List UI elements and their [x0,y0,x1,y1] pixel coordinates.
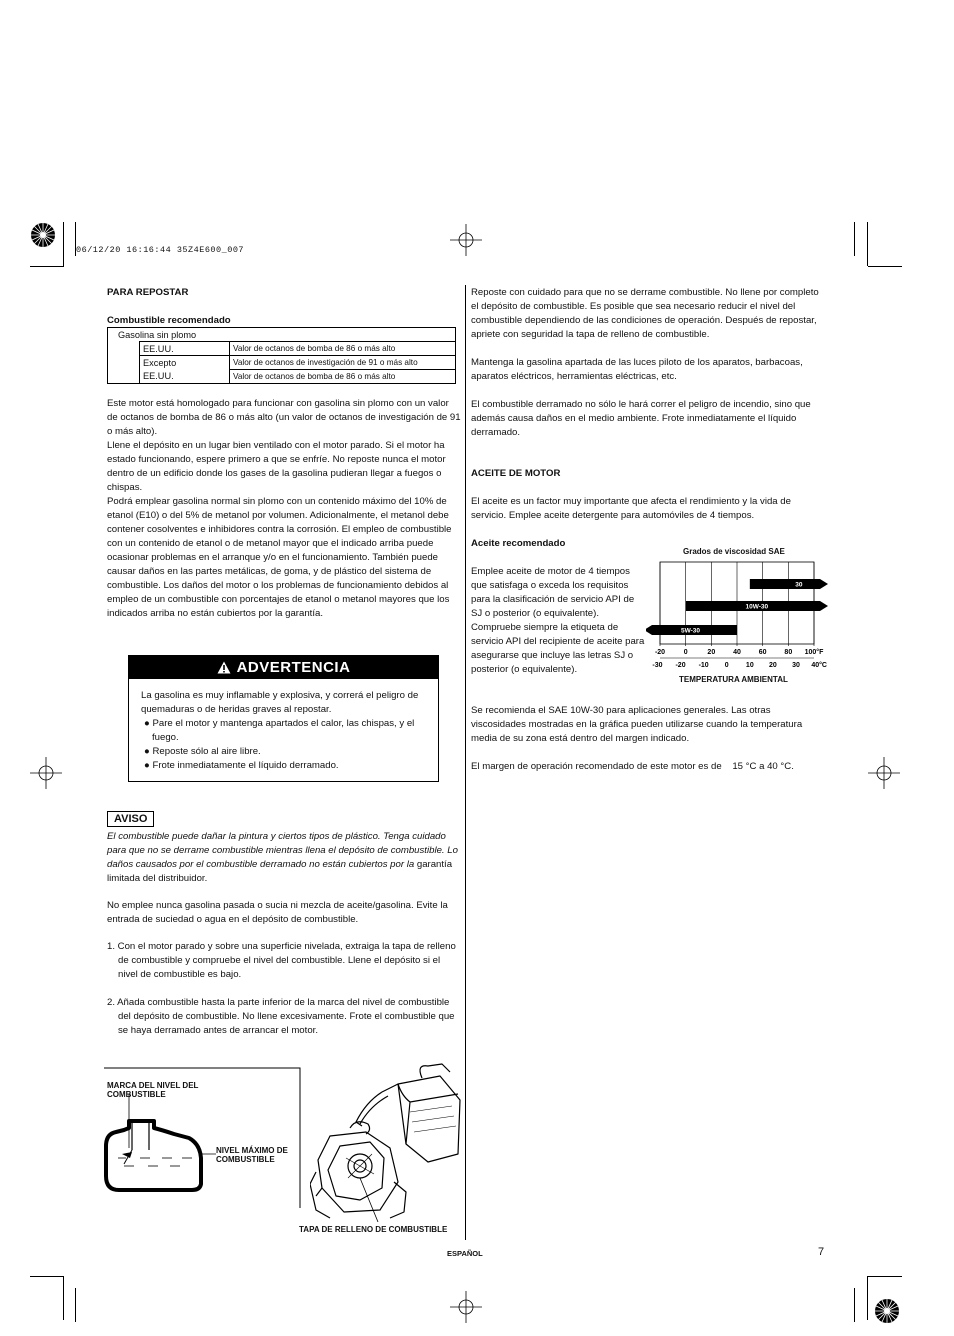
chart-title: Grados de viscosidad SAE [683,547,785,556]
warning-triangle-icon [217,661,231,674]
print-stamp: 06/12/20 16:16:44 35Z4E600_007 [76,245,245,255]
tick-label-f: 20 [707,649,716,656]
registration-mark-icon [28,220,58,250]
tick-label-c: 30 [792,662,800,669]
tick-label-c: 40°C [811,662,827,669]
crosshair-icon [450,224,482,256]
warning-bullet: ● Reposte sólo al aire libre. [144,746,261,757]
range-value: 15 °C a 40 °C. [732,761,794,772]
warning-title: ADVERTENCIA [236,659,351,676]
tick-label-c: 20 [769,662,777,669]
fuel-spec: Valor de octanos de bomba de 86 o más alto [230,370,456,384]
paragraph: Reposte con cuidado para que no se derrame combustible. No llene por completo el depósito de combustible. Es posible que sea necesario reducir el nivel del combustible dependiendo de las condiciones de operación. Después de repostar, apriete con seguridad la tapa de relleno de combustible. [471,287,819,340]
fuel-advice: No emplee nunca gasolina pasada o sucia ni mezcla de aceite/gasolina. Evite la entrada de suciedad o agua en el depósito de combustible. [107,900,448,925]
chart-xlabel: TEMPERATURA AMBIENTAL [679,675,788,684]
paragraph: Llene el depósito en un lugar bien ventilado con el motor parado. Si el motor ha estado funcionando, espere primero a que se enfríe. No reposte nunca el motor dentro de un edificio donde los gases de la gasolina pudieran llegar a fuegos o chispas. [107,440,446,493]
tick-label-f: 40 [733,649,741,656]
warning-intro: La gasolina es muy inflamable y explosiva, y correrá el peligro de quemaduras o de heridas graves al repostar. [141,690,419,715]
warning-box [128,655,439,782]
label-fuel-mark: MARCA DEL NIVEL DEL COMBUSTIBLE [107,1081,199,1099]
fuel-region: Excepto [140,356,230,370]
series-label: 30 [795,581,803,589]
page-number: 7 [818,1246,825,1258]
step-2: 2. Añada combustible hasta la parte inferior de la marca del nivel de combustible del depósito de combustible. No llene excesivamente. Frote el combustible que se haya derramado antes de arrancar el motor. [107,997,455,1036]
series-label: 10W-30 [745,603,769,611]
crosshair-icon [30,757,62,789]
notice-label: AVISO [107,811,154,827]
tick-label-f: 80 [784,649,793,656]
notice-text: El combustible puede dañar la pintura y ciertos tipos de plástico. Tenga cuidado para que no se derrame combustible mientras llena el depósito de combustible. Lo daños causados por el combustible derramado no están cubiertos por la garantía limitada del distribuidor. [107,831,458,884]
paragraph: El combustible derramado no sólo le hará correr el peligro de incendio, sino que además causa daños en el medio ambiente. Frote inmediatamente el líquido derramado. [471,399,811,438]
fuel-heading: Combustible recomendado [107,315,231,326]
label-fuel-cap: TAPA DE RELLENO DE COMBUSTIBLE [299,1225,448,1234]
refueling-illustration [310,1062,466,1222]
fuel-table-header: Gasolina sin plomo [108,328,456,342]
refuel-text [471,286,826,454]
oil-general: Se recomienda el SAE 10W-30 para aplicaciones generales. Las otras viscosidades mostradas en la gráfica pueden utilizarse cuando la temperatura media de su zona está dentro del margen indicado. [471,705,803,744]
warning-header [129,656,438,679]
paragraph: Mantenga la gasolina apartada de las luces piloto de los aparatos, barbacoas, aparatos eléctricos, herramientas eléctricas, etc. [471,357,803,382]
footer-language: ESPAÑOL [447,1249,483,1258]
series-label: 5W-30 [680,627,701,635]
fuel-spec: Valor de octanos de bomba de 86 o más alto [230,342,456,356]
paragraph: Este motor está homologado para funcionar con gasolina sin plomo con un valor de octanos de bomba de 86 o más alto (un valor de octanos de investigación de 91 o más alto). [107,398,461,437]
tick-label-c: -20 [675,662,686,669]
tick-label-c: -30 [652,662,663,669]
label-fuel-max: NIVEL MÁXIMO DE COMBUSTIBLE [216,1146,288,1164]
oil-title: ACEITE DE MOTOR [471,468,561,479]
tick-label-c: 0 [724,662,729,669]
step-1: 1. Con el motor parado y sobre una superficie nivelada, extraiga la tapa de relleno de combustible y compruebe el nivel del combustible. Llene el depósito si el nivel de combustible es bajo. [107,941,456,980]
tick-label-f: 100°F [804,649,824,656]
crosshair-icon [868,757,900,789]
registration-mark-icon [872,1296,902,1326]
warning-bullet: ● Frote inmediatamente el líquido derramado. [144,760,339,771]
tick-label-c: -10 [698,662,709,669]
series-bar [750,579,828,589]
section-title: PARA REPOSTAR [107,287,189,298]
warning-bullet: ● Pare el motor y mantenga apartados el calor, las chispas, y el fuego. [144,718,415,743]
tick-label-f: 0 [683,649,688,656]
fuel-region: EE.UU. [140,342,230,356]
paragraph: Podrá emplear gasolina normal sin plomo con un contenido máximo del 10% de etanol (E10) o del 5% de metanol por volumen. Adicionalmente, el metanol debe contener cosolventes e inhibidores contra la corrosión. El empleo de combustible con un contenido de etanol o de metanol mayor que el indicado arriba puede ocasionar problemas en el arranque y/o en el funcionamiento. También puede causar daños en las partes metálicas, de goma, y de plástico del sistema de combustible. Los daños del motor o los problemas de funcionamiento debidos al empleo de un combustible con porcentajes de etanol o metanol mayores que los indicados arriba no están cubiertos por la garantía. [107,496,452,619]
oil-range: El margen de operación recomendado de este motor es de 15 °C a 40 °C. [471,761,794,772]
fuel-region: EE.UU. [140,370,230,384]
tick-label-f: -20 [654,649,666,656]
tick-label-f: 60 [758,649,767,656]
oil-intro: El aceite es un factor muy importante que afecta el rendimiento y la vida de servicio. Emplee aceite detergente para automóviles de 4 tiempos. [471,496,791,521]
fuel-table [107,327,456,384]
tick-label-c: 10 [745,662,754,669]
fuel-text [107,397,462,621]
viscosity-chart [646,558,830,670]
oil-heading: Aceite recomendado [471,538,566,549]
oil-recommendation: Emplee aceite de motor de 4 tiempos que satisfaga o exceda los requisitos para la clasificación de servicio API de SJ o posterior (o equivalente). Compruebe siempre la etiqueta de servicio API del recipiente de aceite para asegurarse que incluye las letras SJ o posterior (o equivalente). [471,566,645,675]
fuel-spec: Valor de octanos de investigación de 91 o más alto [230,356,456,370]
crosshair-icon [450,1291,482,1323]
